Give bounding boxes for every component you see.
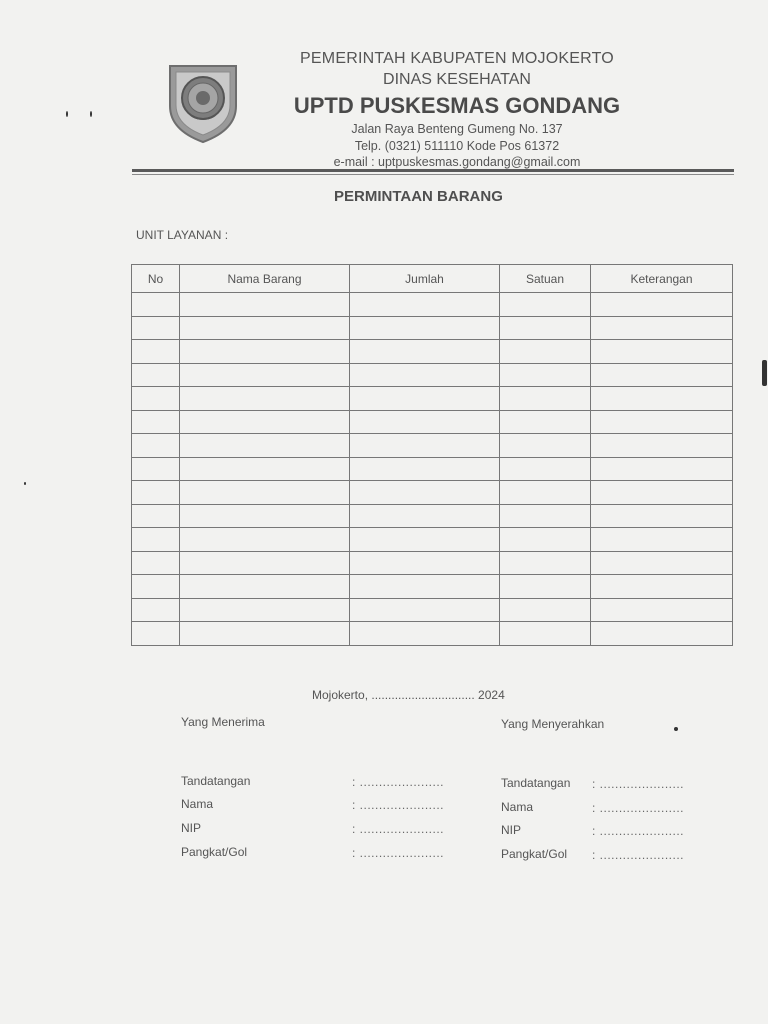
table-cell xyxy=(500,598,591,622)
scan-speck xyxy=(66,111,68,117)
table-cell xyxy=(180,434,350,458)
table-cell xyxy=(350,504,500,528)
table-cell xyxy=(132,340,180,364)
table-cell xyxy=(350,410,500,434)
table-cell xyxy=(591,457,733,481)
place-date-line: Mojokerto, ............................... 2024 xyxy=(312,688,505,702)
table-cell xyxy=(132,504,180,528)
table-cell xyxy=(591,363,733,387)
col-header-nama-barang: Nama Barang xyxy=(180,265,350,293)
table-cell xyxy=(350,528,500,552)
receiver-nip-label: NIP xyxy=(181,821,202,835)
table-cell xyxy=(591,316,733,340)
receiver-role: Yang Menerima xyxy=(181,715,265,729)
table-cell xyxy=(180,575,350,599)
receiver-signature-label: Tandatangan xyxy=(181,774,251,788)
table-cell xyxy=(180,363,350,387)
table-cell xyxy=(591,434,733,458)
scan-speck xyxy=(674,727,678,731)
table-cell xyxy=(180,387,350,411)
table-cell xyxy=(350,340,500,364)
letterhead-address: Jalan Raya Benteng Gumeng No. 137 xyxy=(351,122,563,136)
table-cell xyxy=(132,598,180,622)
table-cell xyxy=(500,481,591,505)
table-cell xyxy=(591,551,733,575)
table-cell xyxy=(500,363,591,387)
table-cell xyxy=(350,598,500,622)
letterhead-divider-thin xyxy=(132,174,734,175)
scan-speck xyxy=(90,111,92,117)
table-cell xyxy=(132,551,180,575)
item-request-table xyxy=(131,264,733,646)
receiver-name-label: Nama xyxy=(181,797,214,811)
table-cell xyxy=(132,528,180,552)
table-cell xyxy=(132,457,180,481)
table-cell xyxy=(132,316,180,340)
table-cell xyxy=(132,575,180,599)
table-cell xyxy=(350,575,500,599)
receiver-signature-blank: : ...................... xyxy=(352,775,445,789)
letterhead-phone: Telp. (0321) 511110 Kode Pos 61372 xyxy=(354,139,560,153)
sender-signature-label: Tandatangan xyxy=(501,776,571,790)
table-cell xyxy=(500,293,591,317)
table-row xyxy=(132,481,733,505)
table-row xyxy=(132,410,733,434)
table-row xyxy=(132,434,733,458)
letterhead-department: DINAS KESEHATAN xyxy=(383,71,531,88)
table-row xyxy=(132,387,733,411)
table-row xyxy=(132,504,733,528)
table-cell xyxy=(500,457,591,481)
table-cell xyxy=(350,434,500,458)
table-cell xyxy=(591,598,733,622)
table-cell xyxy=(500,622,591,646)
col-header-keterangan: Keterangan xyxy=(591,265,733,293)
table-cell xyxy=(591,387,733,411)
col-header-no: No xyxy=(132,265,180,293)
table-cell xyxy=(132,481,180,505)
table-cell xyxy=(180,598,350,622)
table-cell xyxy=(500,340,591,364)
letterhead-email: e-mail : uptpuskesmas.gondang@gmail.com xyxy=(333,155,581,169)
table-cell xyxy=(591,410,733,434)
scan-speck xyxy=(24,482,26,485)
table-cell xyxy=(180,340,350,364)
table-cell xyxy=(350,316,500,340)
sender-nip-blank: : ...................... xyxy=(592,824,685,838)
table-cell xyxy=(591,622,733,646)
table-cell xyxy=(350,387,500,411)
table-row xyxy=(132,340,733,364)
table-cell xyxy=(591,575,733,599)
table-cell xyxy=(500,387,591,411)
table-row xyxy=(132,598,733,622)
table-cell xyxy=(500,575,591,599)
table-cell xyxy=(180,504,350,528)
table-row xyxy=(132,622,733,646)
table-cell xyxy=(500,434,591,458)
table-cell xyxy=(180,528,350,552)
receiver-nip-blank: : ...................... xyxy=(352,822,445,836)
table-row xyxy=(132,457,733,481)
table-cell xyxy=(500,316,591,340)
table-cell xyxy=(132,293,180,317)
table-cell xyxy=(350,551,500,575)
table-cell xyxy=(132,622,180,646)
table-cell xyxy=(591,293,733,317)
unit-layanan-label: UNIT LAYANAN : xyxy=(136,228,229,242)
col-header-satuan: Satuan xyxy=(500,265,591,293)
sender-name-label: Nama xyxy=(501,800,534,814)
table-cell xyxy=(132,434,180,458)
table-cell xyxy=(132,387,180,411)
table-cell xyxy=(350,293,500,317)
table-row xyxy=(132,551,733,575)
table-cell xyxy=(132,410,180,434)
table-cell xyxy=(591,528,733,552)
letterhead-institution: UPTD PUSKESMAS GONDANG xyxy=(293,93,621,118)
table-row xyxy=(132,293,733,317)
letterhead-government: PEMERINTAH KABUPATEN MOJOKERTO xyxy=(300,50,614,67)
sender-nip-label: NIP xyxy=(501,823,522,837)
table-cell xyxy=(500,410,591,434)
table-cell xyxy=(350,457,500,481)
sender-rank-label: Pangkat/Gol xyxy=(501,847,568,861)
receiver-rank-blank: : ...................... xyxy=(352,846,445,860)
sender-role: Yang Menyerahkan xyxy=(501,717,605,731)
receiver-name-blank: : ...................... xyxy=(352,798,445,812)
table-row xyxy=(132,575,733,599)
table-row xyxy=(132,316,733,340)
scan-edge-mark xyxy=(762,360,767,386)
table-cell xyxy=(350,622,500,646)
table-cell xyxy=(180,293,350,317)
table-row xyxy=(132,363,733,387)
sender-name-blank: : ...................... xyxy=(592,801,685,815)
sender-rank-blank: : ...................... xyxy=(592,848,685,862)
table-cell xyxy=(132,363,180,387)
table-cell xyxy=(180,622,350,646)
table-header-row xyxy=(132,265,733,293)
table-body xyxy=(132,293,733,646)
table-cell xyxy=(500,528,591,552)
table-cell xyxy=(500,504,591,528)
table-row xyxy=(132,528,733,552)
table-cell xyxy=(591,504,733,528)
table-cell xyxy=(591,481,733,505)
letterhead-divider xyxy=(132,169,734,172)
table-cell xyxy=(591,340,733,364)
table-cell xyxy=(180,481,350,505)
sender-signature-blank: : ...................... xyxy=(592,777,685,791)
table-cell xyxy=(500,551,591,575)
table-cell xyxy=(180,410,350,434)
table-cell xyxy=(350,363,500,387)
receiver-rank-label: Pangkat/Gol xyxy=(181,845,248,859)
table-cell xyxy=(180,457,350,481)
table-cell xyxy=(350,481,500,505)
table-cell xyxy=(180,316,350,340)
col-header-jumlah: Jumlah xyxy=(350,265,500,293)
form-title: PERMINTAAN BARANG xyxy=(334,188,503,205)
table-cell xyxy=(180,551,350,575)
